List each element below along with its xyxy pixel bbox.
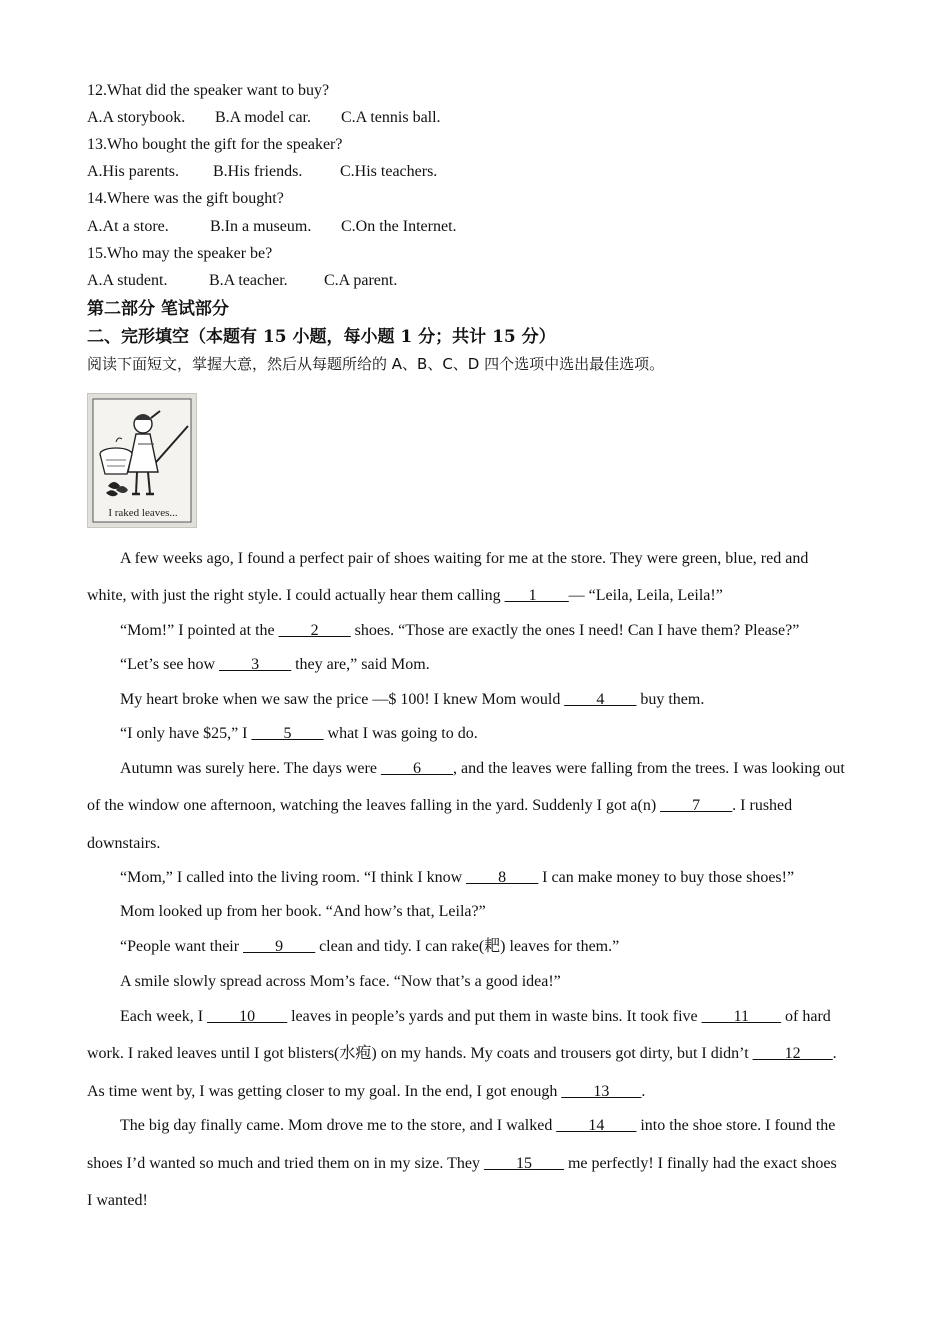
girl-raking-leaves-illustration xyxy=(87,393,197,528)
option-a: A.At a store. xyxy=(87,218,169,235)
option-a: A.His parents. xyxy=(87,163,179,180)
blank-3[interactable]: ____3____ xyxy=(219,656,292,673)
paragraph-7: “Mom,” I called into the living room. “I think I know ____8____ I can make money to buy those shoes!” xyxy=(120,869,795,886)
blank-10[interactable]: ____10____ xyxy=(207,1008,288,1025)
option-a: A.A student. xyxy=(87,272,168,289)
paragraph-3: “Let’s see how ____3____ they are,” said Mom. xyxy=(120,656,430,673)
blank-7[interactable]: ____7____ xyxy=(660,797,733,814)
paragraph-6-end: downstairs. xyxy=(87,835,161,852)
blank-14[interactable]: ____14____ xyxy=(556,1117,637,1134)
blank-12[interactable]: ____12____ xyxy=(752,1045,833,1062)
paragraph-11: Each week, I ____10____ leaves in people’s yards and put them in waste bins. It took five ____11____ of hard xyxy=(120,1008,831,1025)
part-two-title: 第二部分 笔试部分 xyxy=(87,299,229,319)
image-caption: I raked leaves... xyxy=(108,507,178,519)
blank-4[interactable]: ____4____ xyxy=(564,691,637,708)
blank-8[interactable]: ____8____ xyxy=(466,869,539,886)
blank-2[interactable]: ____2____ xyxy=(278,622,351,639)
paragraph-2: “Mom!” I pointed at the ____2____ shoes. “Those are exactly the ones I need! Can I have them? Please?” xyxy=(120,622,800,639)
blank-13[interactable]: ____13____ xyxy=(561,1083,642,1100)
question-13: 13.Who bought the gift for the speaker? xyxy=(87,136,343,153)
option-c: C.A parent. xyxy=(324,272,398,289)
options-13 xyxy=(87,162,437,182)
blank-11[interactable]: ____11____ xyxy=(701,1008,782,1025)
blank-5[interactable]: ____5____ xyxy=(251,725,324,742)
paragraph-10: A smile slowly spread across Mom’s face. “Now that’s a good idea!” xyxy=(120,973,561,990)
blank-9[interactable]: ____9____ xyxy=(243,938,316,955)
instructions: 阅读下面短文，掌握大意，然后从每题所给的 A、B、C、D 四个选项中选出最佳选项。 xyxy=(87,355,665,373)
paragraph-4: My heart broke when we saw the price —$ 100! I knew Mom would ____4____ buy them. xyxy=(120,691,705,708)
paragraph-12-cont: shoes I’d wanted so much and tried them on in my size. They ____15____ me perfectly! I finally had the exact shoes xyxy=(87,1155,837,1172)
option-b: B.In a museum. xyxy=(210,218,312,235)
paragraph-11-end: As time went by, I was getting closer to my goal. In the end, I got enough ____13____. xyxy=(87,1083,646,1100)
option-c: C.His teachers. xyxy=(340,163,438,180)
blank-15[interactable]: ____15____ xyxy=(483,1155,564,1172)
option-b: B.His friends. xyxy=(213,163,303,180)
paragraph-1: A few weeks ago, I found a perfect pair of shoes waiting for me at the store. They were green, blue, red and xyxy=(120,550,809,567)
question-15: 15.Who may the speaker be? xyxy=(87,245,273,262)
option-c: C.A tennis ball. xyxy=(341,109,441,126)
paragraph-6-cont: of the window one afternoon, watching the leaves falling in the yard. Suddenly I got a(n) ____7____. I rushed xyxy=(87,797,793,814)
paragraph-11-cont: work. I raked leaves until I got blisters(水疱) on my hands. My coats and trousers got dirty, but I didn’t ____12____. xyxy=(87,1045,837,1062)
question-12: 12.What did the speaker want to buy? xyxy=(87,82,330,99)
options-12 xyxy=(87,108,441,128)
paragraph-1-cont: white, with just the right style. I could actually hear them calling ___1____— “Leila, Leila, Leila!” xyxy=(87,587,723,604)
paragraph-12: The big day finally came. Mom drove me to the store, and I walked ____14____ into the shoe store. I found the xyxy=(120,1117,836,1134)
options-14 xyxy=(87,217,457,237)
option-a: A.A storybook. xyxy=(87,109,186,126)
blank-6[interactable]: ____6____ xyxy=(380,760,453,777)
paragraph-5: “I only have $25,” I ____5____ what I was going to do. xyxy=(120,725,478,742)
paragraph-6: Autumn was surely here. The days were ____6____, and the leaves were falling from the trees. I was looking out xyxy=(120,760,845,777)
option-c: C.On the Internet. xyxy=(341,218,457,235)
blank-1[interactable]: ___1____ xyxy=(504,587,569,604)
question-14: 14.Where was the gift bought? xyxy=(87,190,284,207)
paragraph-12-end: I wanted! xyxy=(87,1192,148,1209)
option-b: B.A model car. xyxy=(215,109,311,126)
option-b: B.A teacher. xyxy=(209,272,288,289)
options-15 xyxy=(87,271,397,291)
paragraph-9: “People want their ____9____ clean and tidy. I can rake(耙) leaves for them.” xyxy=(120,938,620,955)
paragraph-8: Mom looked up from her book. “And how’s that, Leila?” xyxy=(120,903,486,920)
section-title: 二、完形填空（本题有 15 小题，每小题 1 分；共计 15 分） xyxy=(87,327,556,347)
